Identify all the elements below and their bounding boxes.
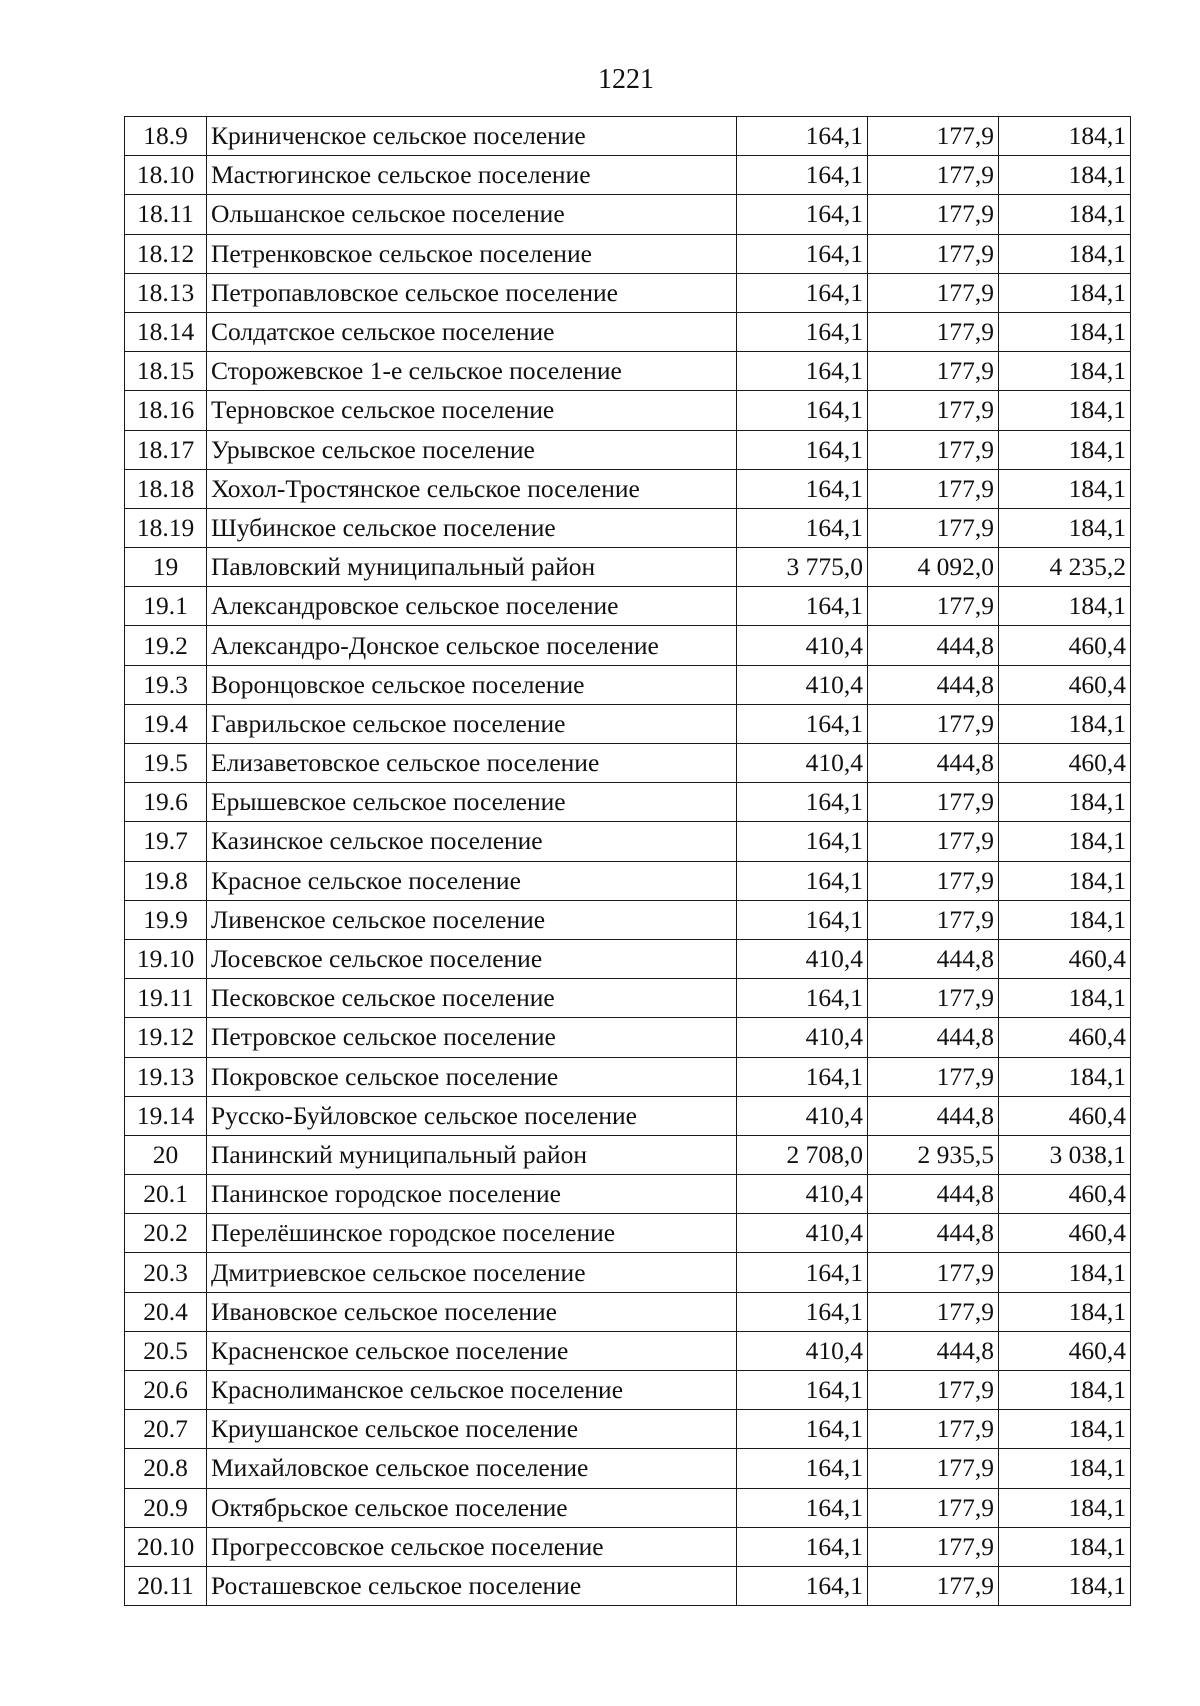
value-col-3: 184,1: [999, 234, 1131, 273]
value-col-3: 184,1: [999, 117, 1131, 156]
value-col-2: 177,9: [868, 117, 999, 156]
value-col-2: 177,9: [868, 1449, 999, 1488]
table-row: [125, 1057, 1131, 1096]
row-number: 20.2: [125, 1214, 207, 1253]
settlement-name: Красное сельское поселение: [207, 861, 737, 900]
page-number: 1221: [598, 64, 654, 95]
value-col-3: 184,1: [999, 1292, 1131, 1331]
row-number: 20.7: [125, 1410, 207, 1449]
value-col-3: 184,1: [999, 352, 1131, 391]
table-row: [125, 1527, 1131, 1566]
value-col-1: 164,1: [737, 312, 868, 351]
settlement-name: Урывское сельское поселение: [207, 430, 737, 469]
settlements-table: [124, 116, 1131, 1606]
value-col-3: 460,4: [999, 626, 1131, 665]
settlement-name: Панинский муниципальный район: [207, 1135, 737, 1174]
value-col-1: 164,1: [737, 430, 868, 469]
row-number: 20.8: [125, 1449, 207, 1488]
settlement-name: Александро-Донское сельское поселение: [207, 626, 737, 665]
value-col-3: 184,1: [999, 822, 1131, 861]
settlement-name: Петровское сельское поселение: [207, 1018, 737, 1057]
value-col-1: 410,4: [737, 1214, 868, 1253]
table-row: [125, 195, 1131, 234]
settlement-name: Ивановское сельское поселение: [207, 1292, 737, 1331]
value-col-2: 177,9: [868, 900, 999, 939]
settlement-name: Перелёшинское городское поселение: [207, 1214, 737, 1253]
value-col-1: 164,1: [737, 273, 868, 312]
row-number: 18.11: [125, 195, 207, 234]
table-row: [125, 1175, 1131, 1214]
row-number: 19.14: [125, 1096, 207, 1135]
row-number: 19.6: [125, 783, 207, 822]
value-col-1: 164,1: [737, 900, 868, 939]
row-number: 19.9: [125, 900, 207, 939]
table-row: [125, 430, 1131, 469]
value-col-3: 3 038,1: [999, 1135, 1131, 1174]
table-row: [125, 939, 1131, 978]
row-number: 20.11: [125, 1566, 207, 1605]
settlement-name: Казинское сельское поселение: [207, 822, 737, 861]
settlement-name: Петренковское сельское поселение: [207, 234, 737, 273]
value-col-2: 4 092,0: [868, 548, 999, 587]
value-col-2: 177,9: [868, 391, 999, 430]
row-number: 20.9: [125, 1488, 207, 1527]
row-number: 20.5: [125, 1331, 207, 1370]
value-col-1: 410,4: [737, 1018, 868, 1057]
value-col-2: 177,9: [868, 469, 999, 508]
settlement-name: Октябрьское сельское поселение: [207, 1488, 737, 1527]
value-col-1: 410,4: [737, 665, 868, 704]
settlement-name: Лосевское сельское поселение: [207, 939, 737, 978]
value-col-2: 177,9: [868, 1488, 999, 1527]
value-col-3: 184,1: [999, 900, 1131, 939]
value-col-1: 164,1: [737, 587, 868, 626]
value-col-1: 164,1: [737, 1449, 868, 1488]
value-col-2: 444,8: [868, 1331, 999, 1370]
table-row: [125, 1449, 1131, 1488]
settlement-name: Петропавловское сельское поселение: [207, 273, 737, 312]
table-row: [125, 1214, 1131, 1253]
row-number: 19.4: [125, 704, 207, 743]
settlement-name: Песковское сельское поселение: [207, 979, 737, 1018]
row-number: 19.1: [125, 587, 207, 626]
value-col-2: 444,8: [868, 744, 999, 783]
value-col-2: 177,9: [868, 704, 999, 743]
settlement-name: Ерышевское сельское поселение: [207, 783, 737, 822]
row-number: 19: [125, 548, 207, 587]
value-col-1: 164,1: [737, 1253, 868, 1292]
value-col-1: 164,1: [737, 783, 868, 822]
settlement-name: Ольшанское сельское поселение: [207, 195, 737, 234]
value-col-2: 444,8: [868, 1096, 999, 1135]
value-col-1: 164,1: [737, 195, 868, 234]
row-number: 18.9: [125, 117, 207, 156]
table-row: [125, 1566, 1131, 1605]
value-col-1: 164,1: [737, 822, 868, 861]
value-col-1: 164,1: [737, 1566, 868, 1605]
value-col-3: 184,1: [999, 508, 1131, 547]
row-number: 18.10: [125, 156, 207, 195]
value-col-3: 460,4: [999, 1096, 1131, 1135]
table-row: [125, 1253, 1131, 1292]
settlement-name: Солдатское сельское поселение: [207, 312, 737, 351]
value-col-3: 460,4: [999, 1175, 1131, 1214]
row-number: 20.4: [125, 1292, 207, 1331]
table-row: [125, 117, 1131, 156]
settlement-name: Михайловское сельское поселение: [207, 1449, 737, 1488]
value-col-1: 164,1: [737, 861, 868, 900]
table-row: [125, 1096, 1131, 1135]
table-body: [125, 117, 1131, 1606]
value-col-3: 460,4: [999, 1214, 1131, 1253]
value-col-3: 184,1: [999, 430, 1131, 469]
settlement-name: Павловский муниципальный район: [207, 548, 737, 587]
settlement-name: Елизаветовское сельское поселение: [207, 744, 737, 783]
row-number: 20.10: [125, 1527, 207, 1566]
value-col-1: 164,1: [737, 1527, 868, 1566]
value-col-3: 184,1: [999, 1057, 1131, 1096]
value-col-2: 177,9: [868, 1527, 999, 1566]
value-col-1: 164,1: [737, 117, 868, 156]
settlement-name: Воронцовское сельское поселение: [207, 665, 737, 704]
row-number: 19.7: [125, 822, 207, 861]
value-col-3: 184,1: [999, 1488, 1131, 1527]
value-col-3: 184,1: [999, 1527, 1131, 1566]
value-col-1: 3 775,0: [737, 548, 868, 587]
table-row: [125, 979, 1131, 1018]
row-number: 19.10: [125, 939, 207, 978]
value-col-2: 177,9: [868, 352, 999, 391]
settlement-name: Терновское сельское поселение: [207, 391, 737, 430]
value-col-2: 444,8: [868, 1214, 999, 1253]
value-col-2: 177,9: [868, 979, 999, 1018]
table-row: [125, 508, 1131, 547]
table-row: [125, 587, 1131, 626]
value-col-1: 164,1: [737, 508, 868, 547]
value-col-2: 177,9: [868, 234, 999, 273]
table-row: [125, 822, 1131, 861]
row-number: 18.18: [125, 469, 207, 508]
table-row: [125, 900, 1131, 939]
value-col-1: 164,1: [737, 234, 868, 273]
settlement-name: Русско-Буйловское сельское поселение: [207, 1096, 737, 1135]
value-col-1: 164,1: [737, 704, 868, 743]
row-number: 20.6: [125, 1371, 207, 1410]
value-col-3: 460,4: [999, 939, 1131, 978]
row-number: 19.3: [125, 665, 207, 704]
value-col-1: 164,1: [737, 156, 868, 195]
value-col-2: 177,9: [868, 195, 999, 234]
row-number: 18.15: [125, 352, 207, 391]
value-col-2: 177,9: [868, 508, 999, 547]
row-number: 19.11: [125, 979, 207, 1018]
value-col-3: 184,1: [999, 273, 1131, 312]
value-col-2: 177,9: [868, 1057, 999, 1096]
value-col-3: 184,1: [999, 391, 1131, 430]
value-col-3: 184,1: [999, 783, 1131, 822]
value-col-3: 184,1: [999, 195, 1131, 234]
value-col-2: 177,9: [868, 273, 999, 312]
table-row: [125, 1018, 1131, 1057]
settlement-name: Покровское сельское поселение: [207, 1057, 737, 1096]
value-col-3: 184,1: [999, 1410, 1131, 1449]
value-col-2: 2 935,5: [868, 1135, 999, 1174]
value-col-2: 444,8: [868, 1018, 999, 1057]
value-col-3: 184,1: [999, 1371, 1131, 1410]
table-row: [125, 156, 1131, 195]
row-number: 20.3: [125, 1253, 207, 1292]
value-col-1: 164,1: [737, 1488, 868, 1527]
table-row: [125, 312, 1131, 351]
settlement-name: Шубинское сельское поселение: [207, 508, 737, 547]
value-col-1: 164,1: [737, 391, 868, 430]
value-col-2: 444,8: [868, 665, 999, 704]
value-col-3: 460,4: [999, 1331, 1131, 1370]
settlement-name: Мастюгинское сельское поселение: [207, 156, 737, 195]
value-col-3: 184,1: [999, 1449, 1131, 1488]
table-row: [125, 1488, 1131, 1527]
settlement-name: Гаврильское сельское поселение: [207, 704, 737, 743]
table-row: [125, 273, 1131, 312]
table-row: [125, 469, 1131, 508]
value-col-1: 410,4: [737, 1096, 868, 1135]
value-col-1: 164,1: [737, 352, 868, 391]
settlement-name: Криниченское сельское поселение: [207, 117, 737, 156]
row-number: 19.2: [125, 626, 207, 665]
table-row: [125, 783, 1131, 822]
table-row: [125, 234, 1131, 273]
value-col-1: 164,1: [737, 979, 868, 1018]
value-col-2: 177,9: [868, 1292, 999, 1331]
value-col-3: 460,4: [999, 665, 1131, 704]
settlement-name: Красненское сельское поселение: [207, 1331, 737, 1370]
settlement-name: Криушанское сельское поселение: [207, 1410, 737, 1449]
row-number: 18.14: [125, 312, 207, 351]
row-number: 18.13: [125, 273, 207, 312]
value-col-2: 177,9: [868, 587, 999, 626]
table-row: [125, 352, 1131, 391]
settlement-name: Панинское городское поселение: [207, 1175, 737, 1214]
value-col-2: 177,9: [868, 1253, 999, 1292]
value-col-2: 177,9: [868, 822, 999, 861]
value-col-3: 184,1: [999, 979, 1131, 1018]
settlement-name: Хохол-Тростянское сельское поселение: [207, 469, 737, 508]
row-number: 19.13: [125, 1057, 207, 1096]
table-row: [125, 704, 1131, 743]
value-col-1: 164,1: [737, 1371, 868, 1410]
value-col-1: 410,4: [737, 1331, 868, 1370]
row-number: 18.19: [125, 508, 207, 547]
value-col-1: 410,4: [737, 1175, 868, 1214]
row-number: 19.8: [125, 861, 207, 900]
settlement-name: Сторожевское 1-е сельское поселение: [207, 352, 737, 391]
value-col-1: 164,1: [737, 1292, 868, 1331]
value-col-3: 184,1: [999, 704, 1131, 743]
row-number: 20: [125, 1135, 207, 1174]
table-row: [125, 548, 1131, 587]
value-col-2: 177,9: [868, 430, 999, 469]
value-col-1: 164,1: [737, 1410, 868, 1449]
table-row: [125, 1292, 1131, 1331]
settlement-name: Ливенское сельское поселение: [207, 900, 737, 939]
row-number: 19.5: [125, 744, 207, 783]
settlement-name: Александровское сельское поселение: [207, 587, 737, 626]
value-col-1: 2 708,0: [737, 1135, 868, 1174]
value-col-2: 177,9: [868, 861, 999, 900]
settlement-name: Прогрессовское сельское поселение: [207, 1527, 737, 1566]
row-number: 20.1: [125, 1175, 207, 1214]
value-col-3: 184,1: [999, 156, 1131, 195]
table-row: [125, 1410, 1131, 1449]
table-row: [125, 1371, 1131, 1410]
table-row: [125, 861, 1131, 900]
value-col-1: 410,4: [737, 626, 868, 665]
value-col-2: 177,9: [868, 1371, 999, 1410]
row-number: 18.16: [125, 391, 207, 430]
value-col-1: 164,1: [737, 1057, 868, 1096]
table-row: [125, 1135, 1131, 1174]
value-col-2: 444,8: [868, 1175, 999, 1214]
table-row: [125, 391, 1131, 430]
table-row: [125, 665, 1131, 704]
value-col-2: 177,9: [868, 783, 999, 822]
table-row: [125, 626, 1131, 665]
row-number: 18.17: [125, 430, 207, 469]
value-col-3: 184,1: [999, 587, 1131, 626]
value-col-2: 444,8: [868, 939, 999, 978]
value-col-2: 177,9: [868, 156, 999, 195]
value-col-3: 184,1: [999, 861, 1131, 900]
table-row: [125, 744, 1131, 783]
value-col-3: 184,1: [999, 312, 1131, 351]
value-col-3: 184,1: [999, 469, 1131, 508]
value-col-1: 410,4: [737, 939, 868, 978]
value-col-2: 177,9: [868, 1410, 999, 1449]
row-number: 19.12: [125, 1018, 207, 1057]
settlement-name: Краснолиманское сельское поселение: [207, 1371, 737, 1410]
value-col-3: 460,4: [999, 1018, 1131, 1057]
value-col-2: 177,9: [868, 312, 999, 351]
value-col-1: 410,4: [737, 744, 868, 783]
row-number: 18.12: [125, 234, 207, 273]
value-col-1: 164,1: [737, 469, 868, 508]
value-col-3: 184,1: [999, 1253, 1131, 1292]
value-col-3: 184,1: [999, 1566, 1131, 1605]
table-row: [125, 1331, 1131, 1370]
value-col-3: 4 235,2: [999, 548, 1131, 587]
value-col-2: 177,9: [868, 1566, 999, 1605]
settlement-name: Дмитриевское сельское поселение: [207, 1253, 737, 1292]
settlement-name: Росташевское сельское поселение: [207, 1566, 737, 1605]
value-col-2: 444,8: [868, 626, 999, 665]
value-col-3: 460,4: [999, 744, 1131, 783]
